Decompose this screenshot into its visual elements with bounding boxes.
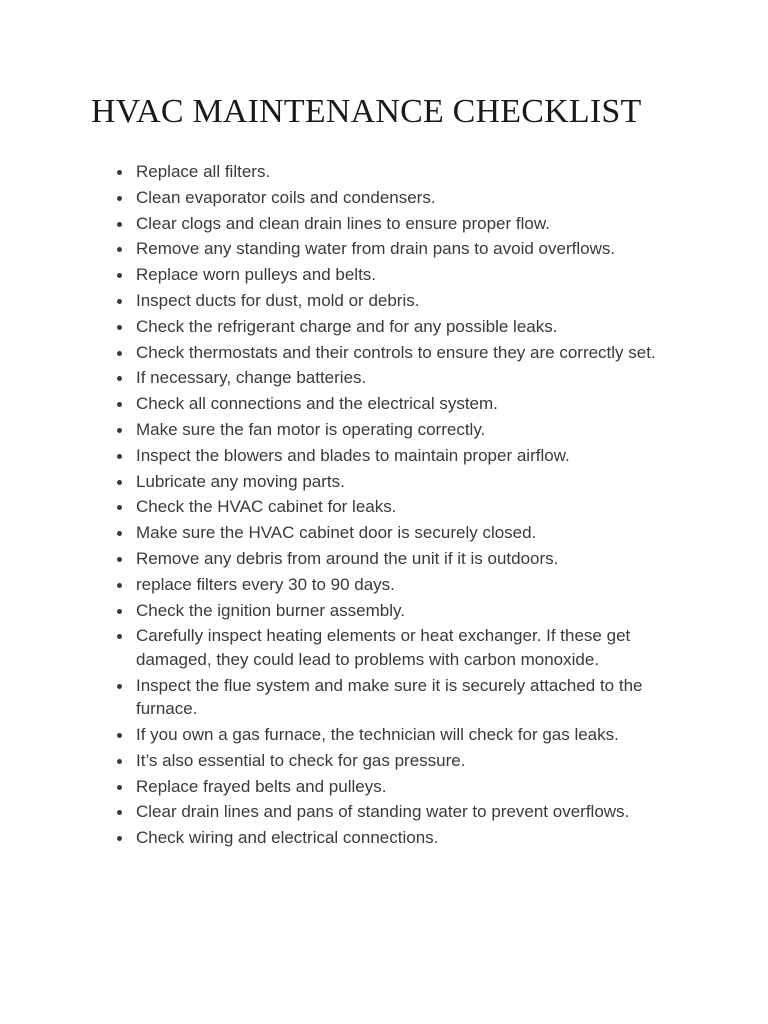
list-item <box>136 289 696 313</box>
bullet-icon <box>117 170 122 175</box>
list-item-text: Replace all filters. <box>136 162 271 181</box>
list-item <box>136 775 696 799</box>
list-item-text: If you own a gas furnace, the technician will check for gas leaks. <box>136 724 619 744</box>
list-item-text: Carefully inspect heating elements or heat exchanger. If these get damaged, they could lead to problems with carbon monoxide. <box>136 626 631 669</box>
list-item-text: Lubricate any moving parts. <box>136 471 345 491</box>
list-item-text: Make sure the fan motor is operating correctly. <box>136 419 486 439</box>
bullet-icon <box>117 299 122 304</box>
list-item-text: Inspect the blowers and blades to maintain proper airflow. <box>136 445 570 465</box>
list-item-text: Remove any standing water from drain pans to avoid overflows. <box>136 239 616 259</box>
list-item-text: It’s also essential to check for gas pressure. <box>136 750 466 770</box>
list-item-text: Replace worn pulleys and belts. <box>136 265 377 285</box>
bullet-icon <box>117 480 122 485</box>
list-item <box>136 341 696 365</box>
list-item-text: Check the ignition burner assembly. <box>136 600 405 620</box>
page-title: HVAC MAINTENANCE CHECKLIST <box>91 93 642 130</box>
list-item <box>136 749 696 773</box>
bullet-icon <box>117 531 122 536</box>
list-item-text: Inspect ducts for dust, mold or debris. <box>136 290 420 310</box>
bullet-icon <box>117 402 122 407</box>
bullet-icon <box>117 836 122 841</box>
bullet-icon <box>117 634 122 639</box>
list-item <box>136 315 696 339</box>
list-item <box>136 237 696 261</box>
list-item <box>136 392 696 416</box>
list-item <box>136 212 696 236</box>
list-item <box>136 366 696 390</box>
list-item-text: Check the HVAC cabinet for leaks. <box>136 497 397 517</box>
list-item <box>136 186 696 210</box>
bullet-icon <box>117 325 122 330</box>
bullet-icon <box>117 759 122 764</box>
bullet-icon <box>117 376 122 381</box>
list-item <box>136 599 696 623</box>
bullet-icon <box>117 583 122 588</box>
bullet-icon <box>117 428 122 433</box>
list-item <box>136 495 696 519</box>
list-item-text: replace filters every 30 to 90 days. <box>136 574 395 594</box>
bullet-icon <box>117 684 122 689</box>
list-item-text: Remove any debris from around the unit if it is outdoors. <box>136 548 559 568</box>
list-item <box>136 800 696 824</box>
bullet-icon <box>117 196 122 201</box>
list-item <box>136 418 696 442</box>
list-item <box>136 547 696 571</box>
checklist <box>136 160 696 852</box>
list-item-text: Check thermostats and their controls to ensure they are correctly set. <box>136 342 656 362</box>
bullet-icon <box>117 810 122 815</box>
list-item <box>136 263 696 287</box>
bullet-icon <box>117 273 122 278</box>
list-item <box>136 470 696 494</box>
bullet-icon <box>117 609 122 614</box>
bullet-icon <box>117 247 122 252</box>
bullet-icon <box>117 222 122 227</box>
list-item <box>136 674 696 721</box>
list-item-text: Check the refrigerant charge and for any possible leaks. <box>136 316 558 336</box>
list-item <box>136 160 696 184</box>
list-item <box>136 573 696 597</box>
bullet-icon <box>117 454 122 459</box>
bullet-icon <box>117 733 122 738</box>
bullet-icon <box>117 351 122 356</box>
list-item-text: Clear clogs and clean drain lines to ensure proper flow. <box>136 213 550 233</box>
bullet-icon <box>117 785 122 790</box>
list-item-text: Inspect the flue system and make sure it is securely attached to the furnace. <box>136 675 643 719</box>
bullet-icon <box>117 505 122 510</box>
bullet-icon <box>117 557 122 562</box>
list-item-text: Make sure the HVAC cabinet door is securely closed. <box>136 523 537 543</box>
list-item <box>136 521 696 545</box>
list-item-text: Check wiring and electrical connections. <box>136 828 439 848</box>
list-item <box>136 624 696 671</box>
list-item-text: Clear drain lines and pans of standing water to prevent overflows. <box>136 802 630 822</box>
list-item-text: Replace frayed belts and pulleys. <box>136 776 387 796</box>
list-item-text: If necessary, change batteries. <box>136 368 367 388</box>
list-item <box>136 723 696 747</box>
list-item-text: Clean evaporator coils and condensers. <box>136 187 436 207</box>
list-item <box>136 826 696 850</box>
list-item <box>136 444 696 468</box>
list-item-text: Check all connections and the electrical system. <box>136 394 498 414</box>
